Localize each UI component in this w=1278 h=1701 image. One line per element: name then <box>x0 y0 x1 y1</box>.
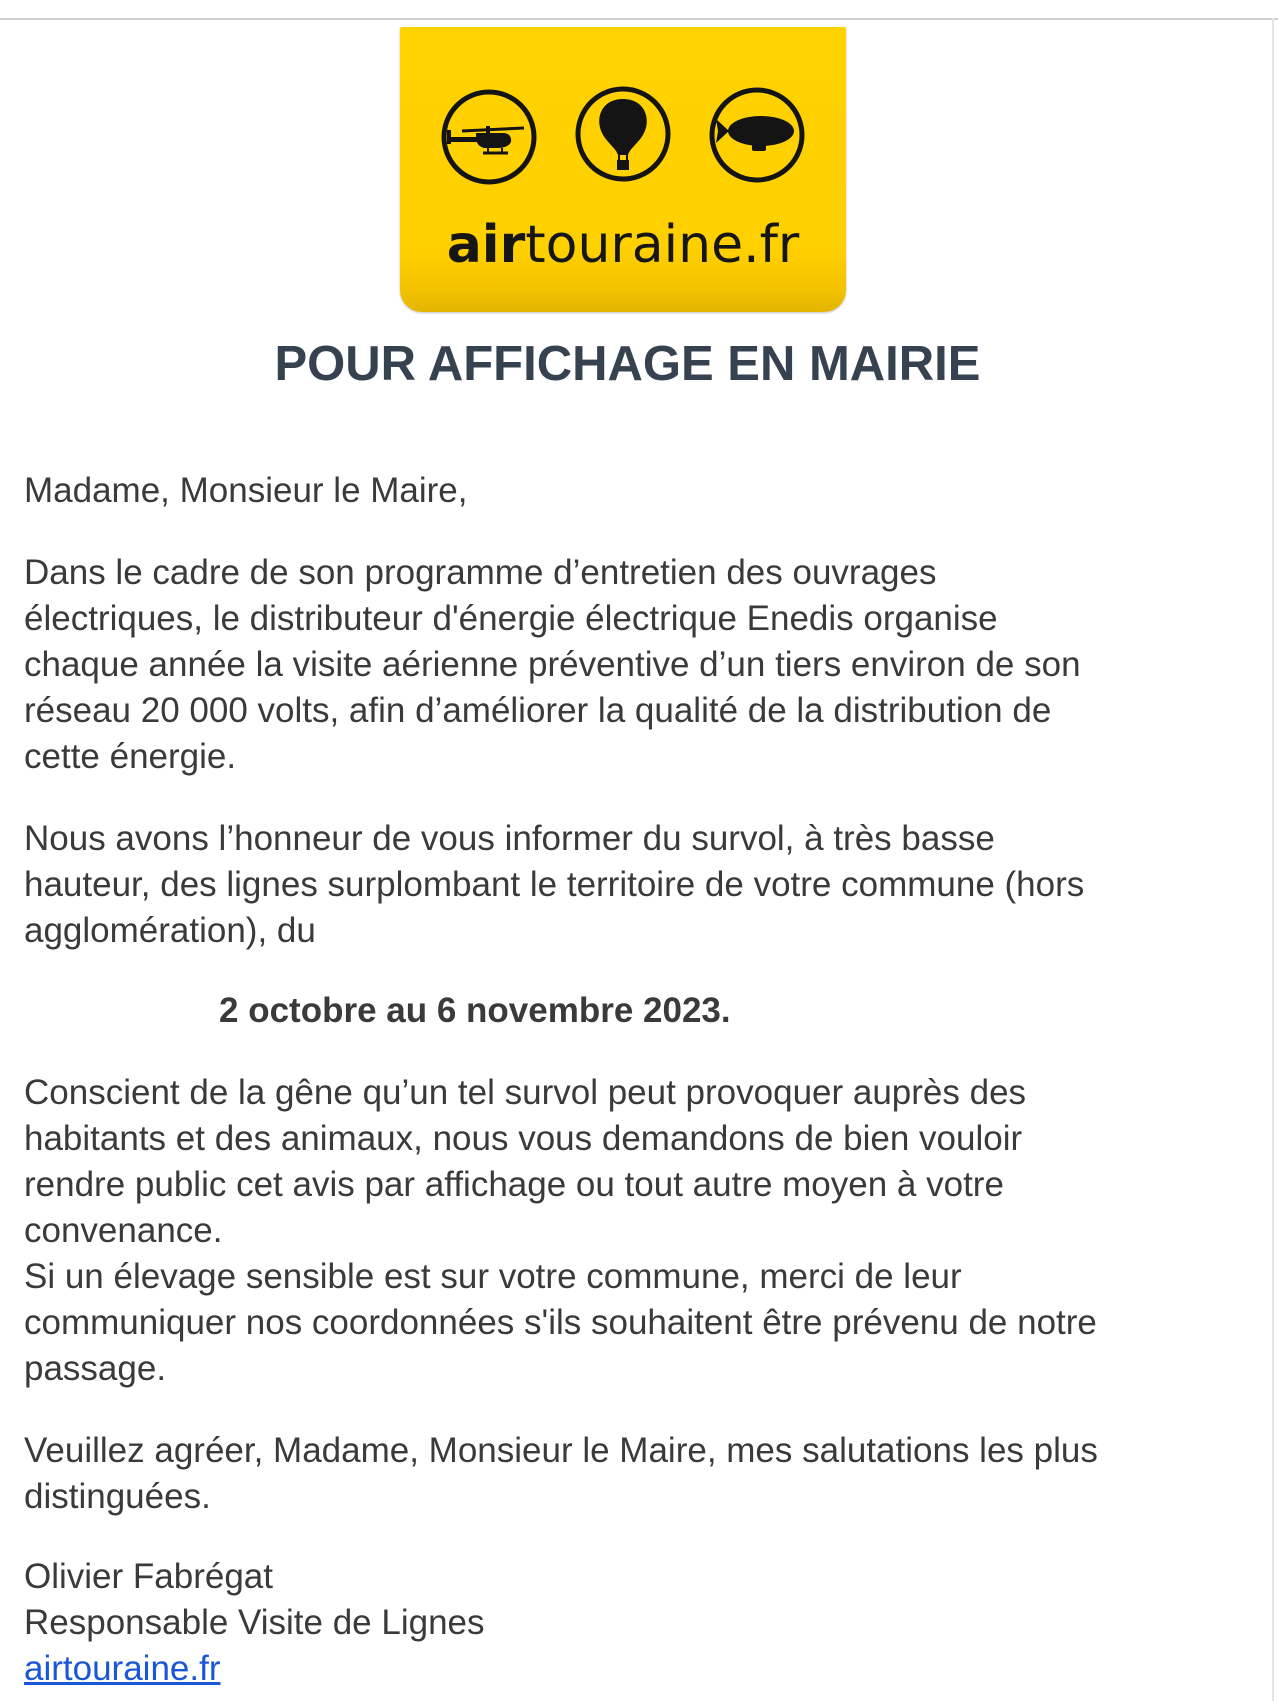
airship-icon <box>712 90 802 180</box>
intro-line: Dans le cadre de son programme d’entretien des ouvrages <box>24 553 937 592</box>
survol-paragraph <box>24 816 1254 954</box>
intro-paragraph <box>24 550 1254 780</box>
elevage-line: Si un élevage sensible est sur votre commune, merci de leur <box>24 1257 962 1296</box>
page-title: POUR AFFICHAGE EN MAIRIE <box>274 337 981 391</box>
intro-line: électriques, le distributeur d'énergie électrique Enedis organise <box>24 599 998 638</box>
elevage-line: passage. <box>24 1349 167 1388</box>
conscient-line: habitants et des animaux, nous vous demandons de bien vouloir <box>24 1119 1023 1158</box>
salutation-line: distinguées. <box>24 1477 211 1516</box>
signature-name: Olivier Fabrégat <box>24 1557 273 1596</box>
balloon-icon <box>578 89 668 179</box>
conscient-line: convenance. <box>24 1211 223 1250</box>
conscient-paragraph <box>24 1070 1254 1254</box>
website-link[interactable]: airtouraine.fr <box>24 1649 221 1688</box>
salutation-line: Veuillez agréer, Madame, Monsieur le Maire, mes salutations les plus <box>24 1431 1098 1470</box>
intro-line: cette énergie. <box>24 737 237 776</box>
logo-text-regular: touraine.fr <box>525 215 800 275</box>
signature-role: Responsable Visite de Lignes <box>24 1603 485 1642</box>
elevage-line: communiquer nos coordonnées s'ils souhaitent être prévenu de notre <box>24 1303 1097 1342</box>
elevage-paragraph <box>24 1254 1254 1392</box>
survol-line: agglomération), du <box>24 911 316 950</box>
intro-line: réseau 20 000 volts, afin d’améliorer la qualité de la distribution de <box>24 691 1052 730</box>
conscient-line: rendre public cet avis par affichage ou tout autre moyen à votre <box>24 1165 1004 1204</box>
intro-line: chaque année la visite aérienne préventive d’un tiers environ de son <box>24 645 1081 684</box>
greeting: Madame, Monsieur le Maire, <box>24 471 468 510</box>
survol-line: hauteur, des lignes surplombant le territoire de votre commune (hors <box>24 865 1085 904</box>
survey-dates: 2 octobre au 6 novembre 2023. <box>219 991 731 1030</box>
logo-text-bold: air <box>446 215 526 275</box>
survol-line: Nous avons l’honneur de vous informer du survol, à très basse <box>24 819 995 858</box>
logo-wordmark <box>400 215 846 275</box>
right-border <box>1272 18 1274 1701</box>
salutation-paragraph <box>24 1428 1254 1520</box>
helicopter-icon <box>444 92 534 182</box>
conscient-line: Conscient de la gêne qu’un tel survol peut provoquer auprès des <box>24 1073 1027 1112</box>
top-divider <box>0 18 1278 20</box>
airtouraine-logo <box>400 27 846 312</box>
